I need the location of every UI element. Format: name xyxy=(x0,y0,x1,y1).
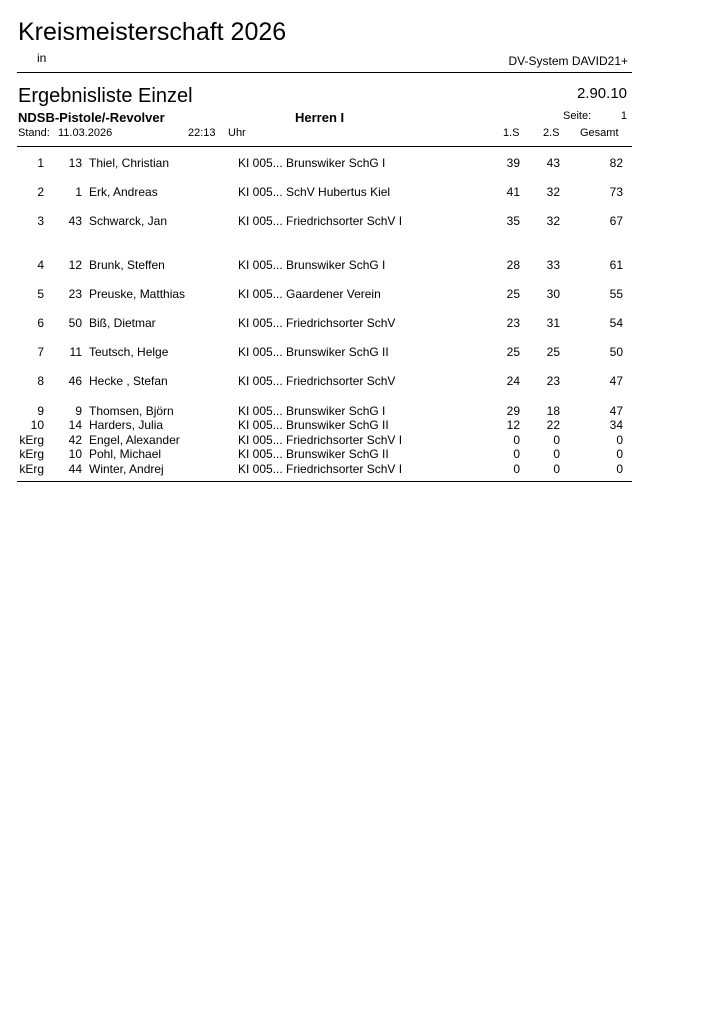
series2-cell: 33 xyxy=(546,258,560,272)
start-number-cell: 46 xyxy=(68,374,82,388)
series1-cell: 0 xyxy=(513,462,520,476)
table-row xyxy=(0,258,724,272)
total-cell: 0 xyxy=(616,433,623,447)
stand-time: 22:13 xyxy=(188,127,216,139)
page-title: Kreismeisterschaft 2026 xyxy=(18,18,287,46)
name-cell: Harders, Julia xyxy=(89,418,164,432)
club-cell: KI 005... Brunswiker SchG I xyxy=(238,258,386,272)
club-cell: KI 005... Brunswiker SchG II xyxy=(238,447,389,461)
column-header-s1: 1.S xyxy=(503,127,520,139)
club-cell: KI 005... Friedrichsorter SchV xyxy=(238,374,396,388)
location-label: in xyxy=(37,51,47,65)
rank-cell: 2 xyxy=(37,185,44,199)
table-row xyxy=(0,374,724,388)
table-row xyxy=(0,433,724,447)
series2-cell: 25 xyxy=(546,345,560,359)
name-cell: Schwarck, Jan xyxy=(89,214,168,228)
name-cell: Biß, Dietmar xyxy=(89,316,156,330)
name-cell: Thomsen, Björn xyxy=(89,404,174,418)
series1-cell: 24 xyxy=(506,374,520,388)
page-number: 1 xyxy=(620,110,627,122)
table-row xyxy=(0,404,724,418)
table-row xyxy=(0,345,724,359)
rank-cell: 10 xyxy=(30,418,44,432)
table-row xyxy=(0,462,724,476)
club-cell: KI 005... Brunswiker SchG II xyxy=(238,345,389,359)
club-cell: KI 005... Brunswiker SchG I xyxy=(238,404,386,418)
series1-cell: 35 xyxy=(506,214,520,228)
total-cell: 67 xyxy=(609,214,623,228)
start-number-cell: 23 xyxy=(68,287,82,301)
total-cell: 61 xyxy=(609,258,623,272)
start-number-cell: 12 xyxy=(68,258,82,272)
table-row xyxy=(0,418,724,432)
start-number-cell: 10 xyxy=(68,447,82,461)
series2-cell: 32 xyxy=(546,214,560,228)
table-row xyxy=(0,214,724,228)
name-cell: Brunk, Steffen xyxy=(89,258,165,272)
series2-cell: 0 xyxy=(553,462,560,476)
table-row xyxy=(0,447,724,461)
club-cell: KI 005... Brunswiker SchG II xyxy=(238,418,389,432)
rank-cell: 5 xyxy=(37,287,44,301)
series2-cell: 30 xyxy=(546,287,560,301)
series1-cell: 39 xyxy=(506,156,520,170)
series2-cell: 43 xyxy=(546,156,560,170)
total-cell: 0 xyxy=(616,447,623,461)
rank-cell: 6 xyxy=(37,316,44,330)
start-number-cell: 42 xyxy=(68,433,82,447)
total-cell: 54 xyxy=(609,316,623,330)
discipline-code: 2.90.10 xyxy=(576,85,627,102)
name-cell: Teutsch, Helge xyxy=(89,345,169,359)
total-cell: 47 xyxy=(609,374,623,388)
total-cell: 82 xyxy=(609,156,623,170)
series1-cell: 29 xyxy=(506,404,520,418)
class-name: Herren I xyxy=(295,110,345,125)
series1-cell: 0 xyxy=(513,433,520,447)
rank-cell: 8 xyxy=(37,374,44,388)
stand-label: Stand: xyxy=(18,127,50,139)
series1-cell: 25 xyxy=(506,345,520,359)
rank-cell: 1 xyxy=(37,156,44,170)
total-cell: 34 xyxy=(609,418,623,432)
rank-cell: kErg xyxy=(19,447,44,461)
total-cell: 0 xyxy=(616,462,623,476)
series2-cell: 32 xyxy=(546,185,560,199)
series2-cell: 0 xyxy=(553,447,560,461)
list-title: Ergebnisliste Einzel xyxy=(18,85,193,107)
series2-cell: 0 xyxy=(553,433,560,447)
table-row xyxy=(0,316,724,330)
rank-cell: 3 xyxy=(37,214,44,228)
discipline-name: NDSB-Pistole/-Revolver xyxy=(18,110,165,125)
series1-cell: 23 xyxy=(506,316,520,330)
series2-cell: 31 xyxy=(546,316,560,330)
start-number-cell: 9 xyxy=(75,404,82,418)
start-number-cell: 13 xyxy=(68,156,82,170)
series1-cell: 0 xyxy=(513,447,520,461)
start-number-cell: 1 xyxy=(75,185,82,199)
page-label: Seite: xyxy=(563,110,592,122)
rank-cell: kErg xyxy=(19,433,44,447)
series1-cell: 12 xyxy=(506,418,520,432)
table-bottom-divider xyxy=(17,481,632,482)
table-row xyxy=(0,156,724,170)
total-cell: 47 xyxy=(609,404,623,418)
club-cell: KI 005... Brunswiker SchG I xyxy=(238,156,386,170)
rank-cell: 7 xyxy=(37,345,44,359)
total-cell: 73 xyxy=(609,185,623,199)
rank-cell: 4 xyxy=(37,258,44,272)
series1-cell: 41 xyxy=(506,185,520,199)
series1-cell: 28 xyxy=(506,258,520,272)
start-number-cell: 43 xyxy=(68,214,82,228)
name-cell: Engel, Alexander xyxy=(89,433,180,447)
series2-cell: 23 xyxy=(546,374,560,388)
start-number-cell: 14 xyxy=(68,418,82,432)
name-cell: Preuske, Matthias xyxy=(89,287,186,301)
series2-cell: 18 xyxy=(546,404,560,418)
name-cell: Winter, Andrej xyxy=(89,462,164,476)
stand-time-unit: Uhr xyxy=(228,127,246,139)
club-cell: KI 005... Friedrichsorter SchV I xyxy=(238,462,403,476)
name-cell: Hecke , Stefan xyxy=(89,374,168,388)
start-number-cell: 44 xyxy=(68,462,82,476)
name-cell: Thiel, Christian xyxy=(89,156,170,170)
header-divider xyxy=(17,72,632,73)
stand-date: 11.03.2026 xyxy=(58,127,113,139)
start-number-cell: 11 xyxy=(69,345,82,359)
system-label: DV-System DAVID21+ xyxy=(508,54,628,68)
series2-cell: 22 xyxy=(546,418,560,432)
club-cell: KI 005... Friedrichsorter SchV I xyxy=(238,214,403,228)
table-row xyxy=(0,287,724,301)
club-cell: KI 005... Friedrichsorter SchV xyxy=(238,316,396,330)
table-header-divider xyxy=(17,146,632,147)
column-header-total: Gesamt xyxy=(580,127,619,139)
rank-cell: kErg xyxy=(19,462,44,476)
table-row xyxy=(0,185,724,199)
series1-cell: 25 xyxy=(506,287,520,301)
start-number-cell: 50 xyxy=(68,316,82,330)
club-cell: KI 005... SchV Hubertus Kiel xyxy=(238,185,391,199)
club-cell: KI 005... Friedrichsorter SchV I xyxy=(238,433,403,447)
column-header-s2: 2.S xyxy=(543,127,560,139)
total-cell: 50 xyxy=(609,345,623,359)
total-cell: 55 xyxy=(609,287,623,301)
rank-cell: 9 xyxy=(37,404,44,418)
name-cell: Pohl, Michael xyxy=(89,447,162,461)
name-cell: Erk, Andreas xyxy=(89,185,158,199)
club-cell: KI 005... Gaardener Verein xyxy=(238,287,381,301)
